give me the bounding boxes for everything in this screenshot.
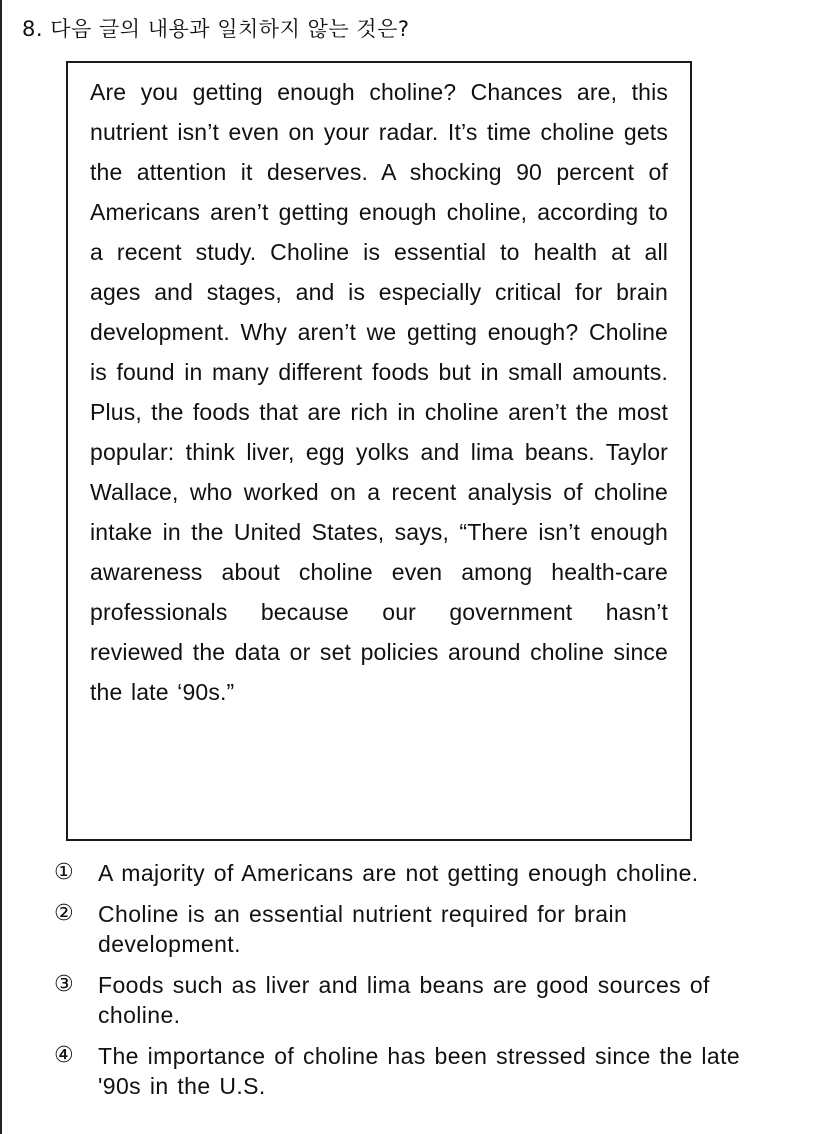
- answer-options: [54, 858, 794, 1112]
- option-marker-1: ①: [54, 860, 75, 885]
- passage-text: Are you getting enough choline? Chances are, this nutrient isn’t even on your radar. It’s time choline gets the attention it deserves. A shocking 90 percent of Americans aren’t getting enough choline, according to a recent study. Choline is essential to health at all ages and stages, and is especially critical for brain development. Why aren’t we getting enough? Choline is found in many different foods but in small amounts. Plus, the foods that are rich in choline aren’t the most popular: think liver, egg yolks and lima beans. Taylor Wallace, who worked on a recent analysis of choline intake in the United States, says, “There isn’t enough awareness about choline even among health-care professionals because our government hasn’t reviewed the data or set policies around choline since the late ‘90s.”: [90, 79, 668, 705]
- option-text-4: The importance of choline has been stressed since the late '90s in the U.S.: [98, 1043, 741, 1099]
- option-marker-3: ③: [54, 972, 75, 997]
- answer-option-4[interactable]: [54, 1041, 794, 1101]
- option-text-1: A majority of Americans are not getting enough choline.: [98, 860, 699, 886]
- answer-option-3[interactable]: [54, 970, 794, 1030]
- question-title: 8. 다음 글의 내용과 일치하지 않는 것은?: [22, 17, 410, 41]
- option-text-3: Foods such as liver and lima beans are good sources of choline.: [98, 972, 710, 1028]
- option-marker-2: ②: [54, 901, 75, 926]
- answer-option-2[interactable]: [54, 899, 794, 959]
- answer-option-1[interactable]: [54, 858, 794, 888]
- option-text-2: Choline is an essential nutrient required for brain development.: [98, 901, 628, 957]
- option-marker-4: ④: [54, 1043, 75, 1068]
- passage-box: [66, 61, 692, 841]
